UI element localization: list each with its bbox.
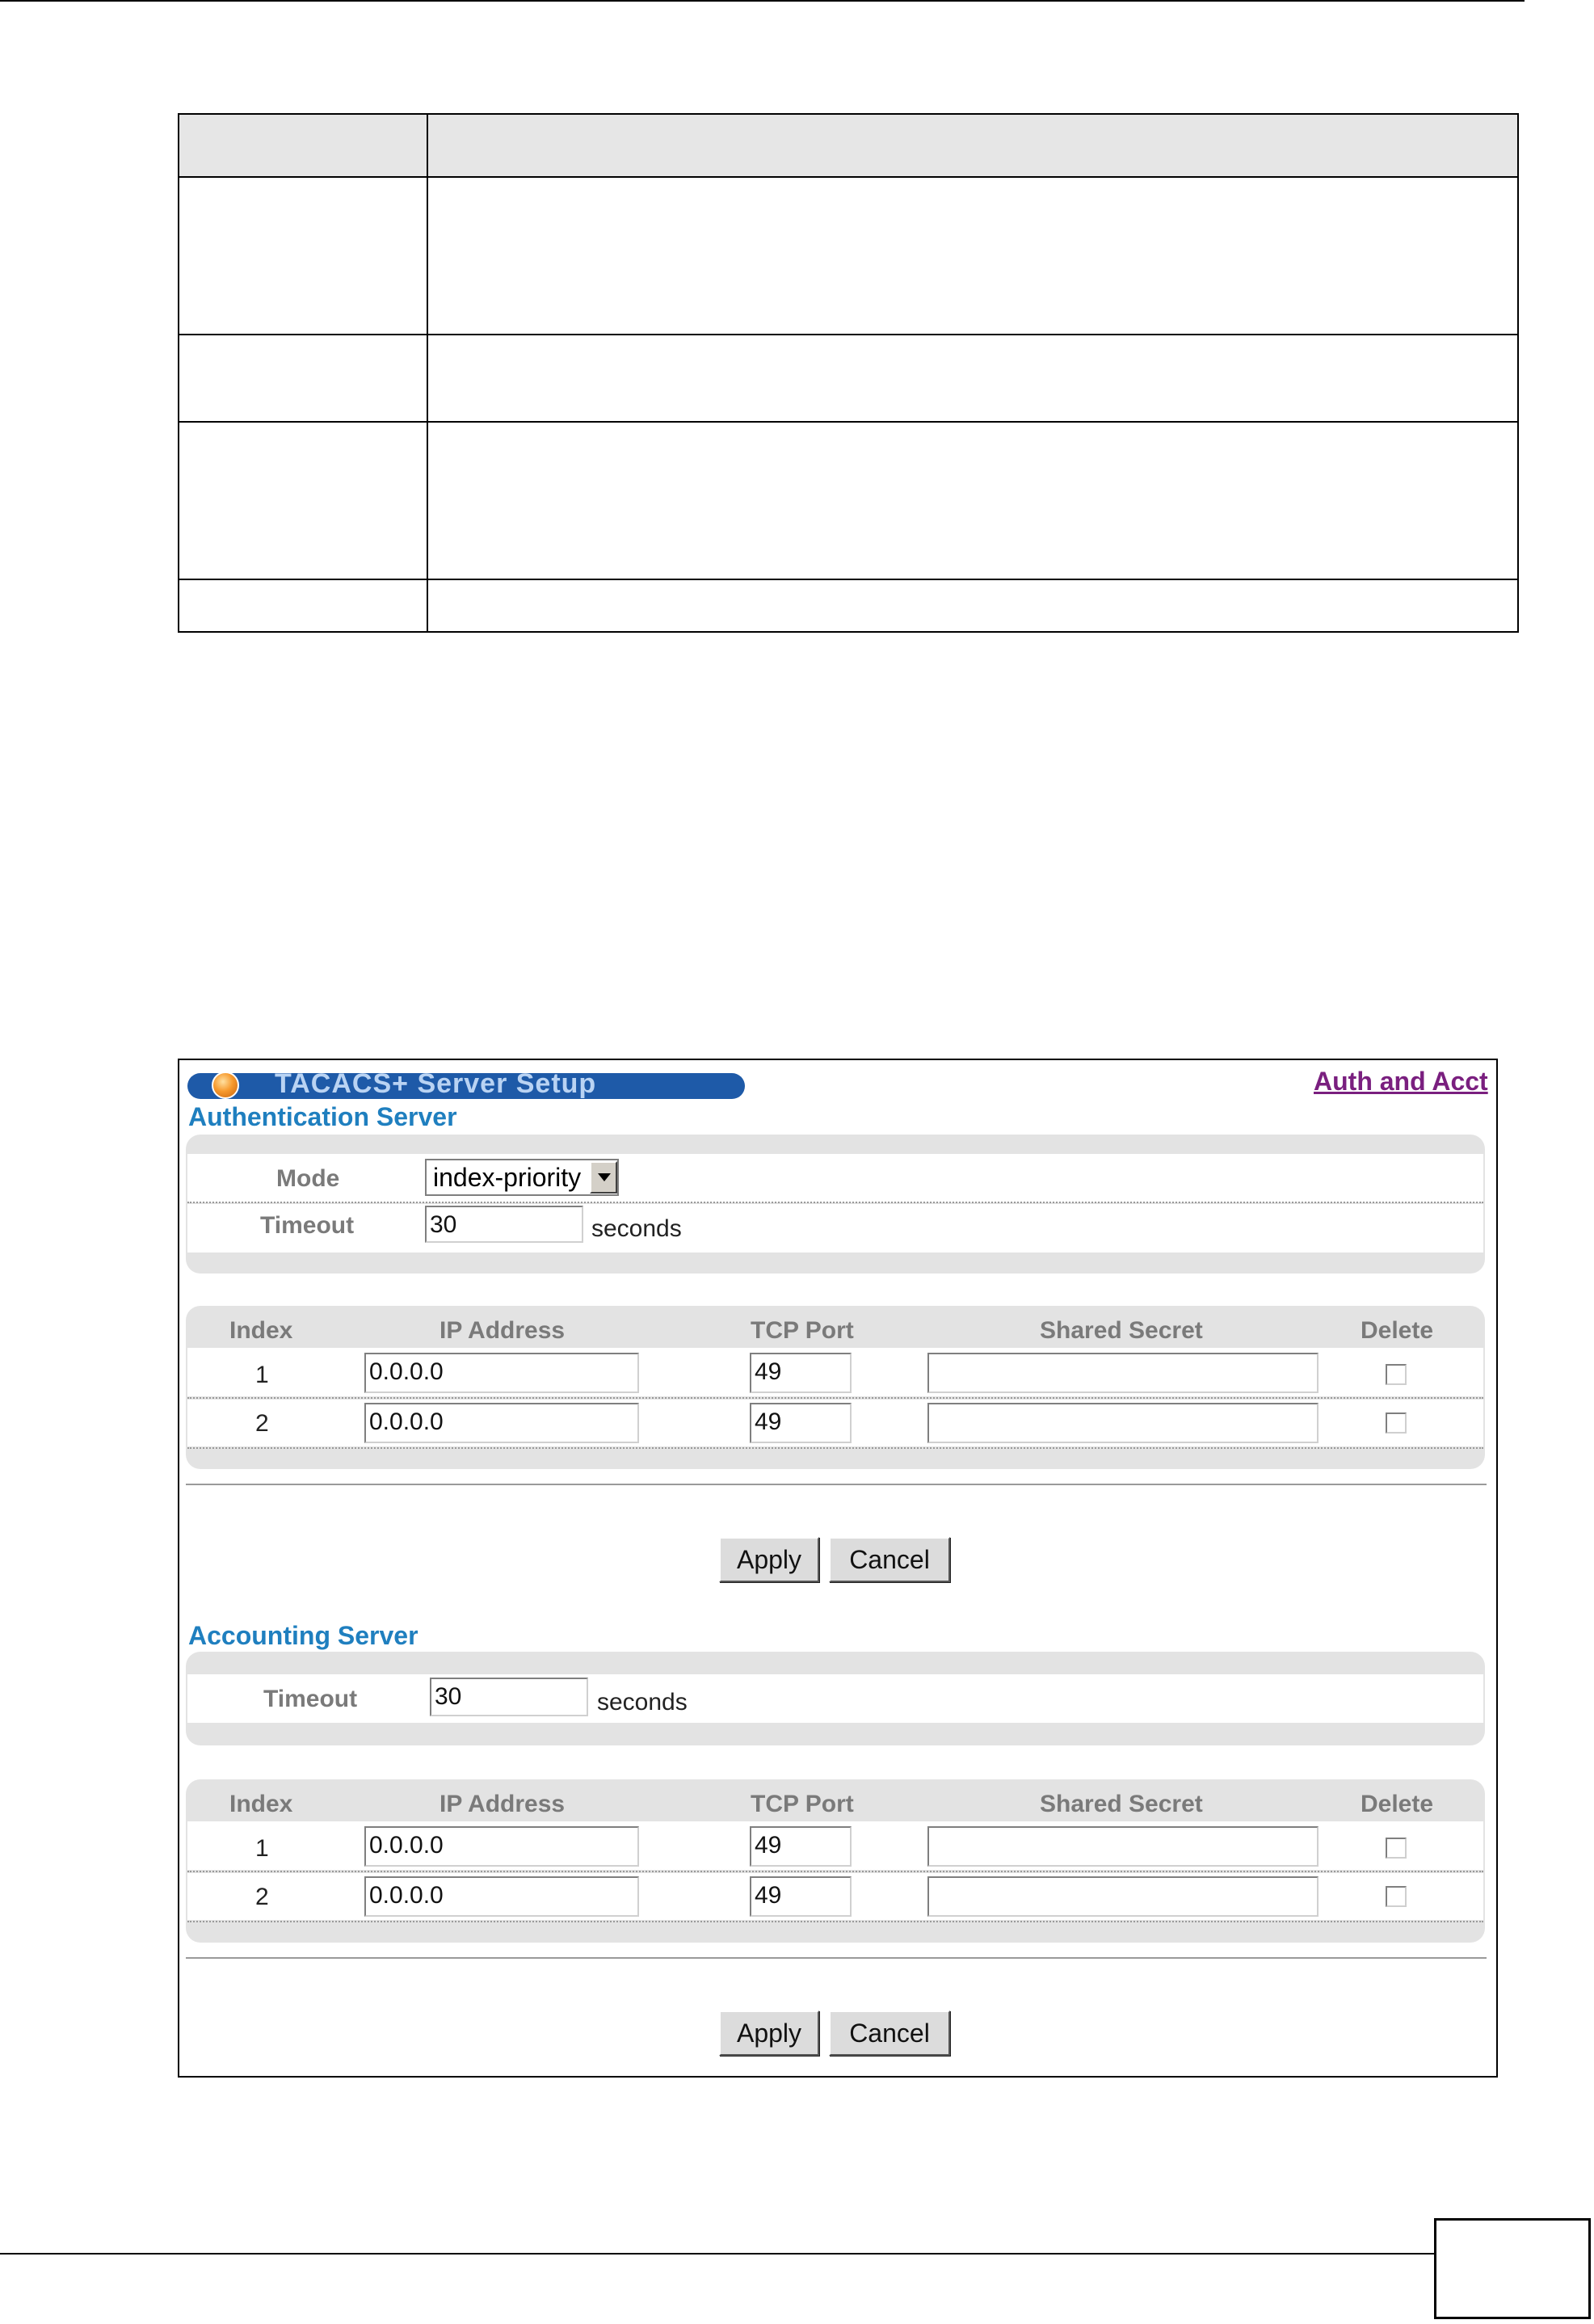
acct-port-input-1[interactable]: 49 [750,1826,852,1867]
col-ip-address: IP Address [440,1317,566,1344]
col-delete: Delete [1361,1317,1434,1344]
chevron-down-icon[interactable] [590,1161,617,1194]
col-index: Index [229,1317,293,1344]
table-row [179,580,1517,631]
auth-delete-checkbox-2[interactable] [1386,1413,1407,1434]
footer-rule [0,2253,1434,2255]
row-index: 1 [255,1835,269,1862]
table-column-divider [427,115,428,631]
col-index: Index [229,1791,293,1817]
table-header-row [179,115,1517,178]
timeout-label: Timeout [263,1686,358,1712]
acct-delete-checkbox-1[interactable] [1386,1838,1407,1859]
auth-timeout-input[interactable]: 30 [425,1206,583,1243]
timeout-unit: seconds [591,1215,682,1242]
header-rule [0,0,1525,2]
auth-secret-input-2[interactable] [927,1403,1319,1443]
divider [186,1484,1487,1485]
timeout-unit: seconds [597,1689,688,1716]
col-tcp-port: TCP Port [751,1791,854,1817]
description-table [178,113,1519,633]
divider [186,1957,1487,1959]
accounting-server-heading: Accounting Server [188,1621,418,1650]
auth-port-input-2[interactable]: 49 [750,1403,852,1443]
mode-select-value: index-priority [433,1163,582,1192]
acct-ip-input-1[interactable]: 0.0.0.0 [364,1826,639,1867]
table-row [179,423,1517,580]
authentication-server-heading: Authentication Server [188,1102,457,1131]
col-ip-address: IP Address [440,1791,566,1817]
page-title: TACACS+ Server Setup [275,1068,597,1099]
acct-ip-input-2[interactable]: 0.0.0.0 [364,1876,639,1917]
orange-bullet-icon [212,1071,239,1099]
col-delete: Delete [1361,1791,1434,1817]
mode-label: Mode [276,1165,340,1192]
auth-cancel-button[interactable]: Cancel [829,1537,950,1582]
row-index: 2 [255,1410,269,1437]
table-row [179,335,1517,423]
row-index: 2 [255,1884,269,1910]
acct-cancel-button[interactable]: Cancel [829,2010,950,2056]
auth-ip-input-1[interactable]: 0.0.0.0 [364,1353,639,1393]
auth-apply-button[interactable]: Apply [719,1537,819,1582]
acct-apply-button[interactable]: Apply [719,2010,819,2056]
acct-secret-input-2[interactable] [927,1876,1319,1917]
acct-secret-input-1[interactable] [927,1826,1319,1867]
acct-timeout-input[interactable]: 30 [430,1678,588,1716]
timeout-label: Timeout [260,1212,355,1239]
acct-delete-checkbox-2[interactable] [1386,1886,1407,1907]
auth-secret-input-1[interactable] [927,1353,1319,1393]
acct-port-input-2[interactable]: 49 [750,1876,852,1917]
col-shared-secret: Shared Secret [1040,1317,1203,1344]
auth-and-acct-link[interactable]: Auth and Acct [1314,1067,1488,1096]
table-row [179,178,1517,335]
col-tcp-port: TCP Port [751,1317,854,1344]
col-shared-secret: Shared Secret [1040,1791,1203,1817]
auth-port-input-1[interactable]: 49 [750,1353,852,1393]
auth-delete-checkbox-1[interactable] [1386,1364,1407,1385]
row-index: 1 [255,1362,269,1388]
auth-ip-input-2[interactable]: 0.0.0.0 [364,1403,639,1443]
page-number-box [1434,2218,1591,2319]
